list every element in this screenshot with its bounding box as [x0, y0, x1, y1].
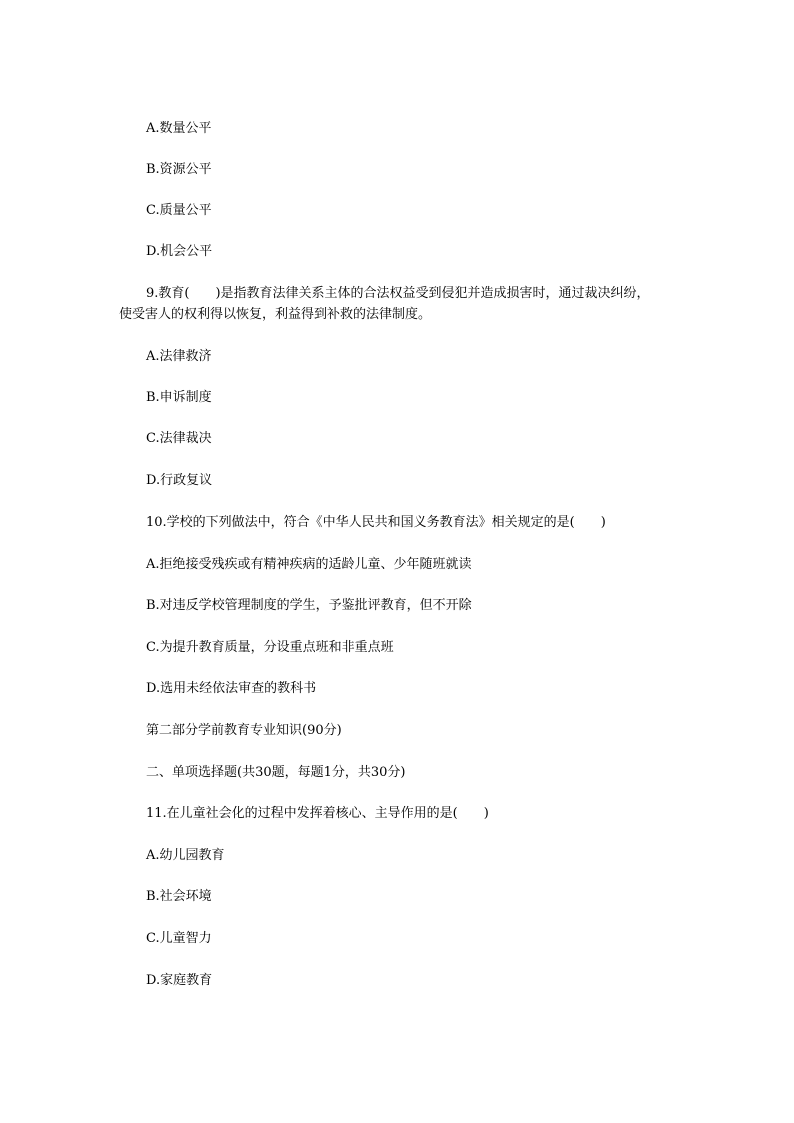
option-9a: A.法律救济	[146, 349, 212, 364]
option-11b: B.社会环境	[146, 889, 212, 904]
option-10d: D.选用未经依法审查的教科书	[146, 681, 317, 696]
option-9b: B.申诉制度	[146, 390, 212, 405]
option-8b: B.资源公平	[146, 162, 212, 177]
option-8d: D.机会公平	[146, 244, 213, 259]
option-8c: C.质量公平	[146, 203, 212, 218]
question-11: 11.在儿童社会化的过程中发挥着核心、主导作用的是( )	[146, 806, 489, 821]
option-8a: A.数量公平	[146, 121, 212, 136]
option-9d: D.行政复议	[146, 473, 213, 488]
option-11d: D.家庭教育	[146, 973, 213, 988]
question-10: 10.学校的下列做法中，符合《中华人民共和国义务教育法》相关规定的是( )	[146, 515, 606, 530]
option-11a: A.幼儿园教育	[146, 848, 225, 863]
option-9c: C.法律裁决	[146, 431, 212, 446]
option-10b: B.对违反学校管理制度的学生，予鉴批评教育，但不开除	[146, 598, 472, 613]
question-9-line-1: 9.教育( )是指教育法律关系主体的合法权益受到侵犯并造成损害时，通过裁决纠纷，	[146, 286, 650, 301]
section-heading: 第二部分学前教育专业知识(90分)	[146, 723, 342, 738]
option-10a: A.拒绝接受残疾或有精神疾病的适龄儿童、少年随班就读	[146, 557, 472, 572]
subsection-heading: 二、单项选择题(共30题，每题1分，共30分)	[146, 765, 406, 780]
option-11c: C.儿童智力	[146, 931, 212, 946]
question-9-line-2: 使受害人的权利得以恢复，利益得到补救的法律制度。	[119, 307, 432, 322]
option-10c: C.为提升教育质量，分设重点班和非重点班	[146, 640, 394, 655]
